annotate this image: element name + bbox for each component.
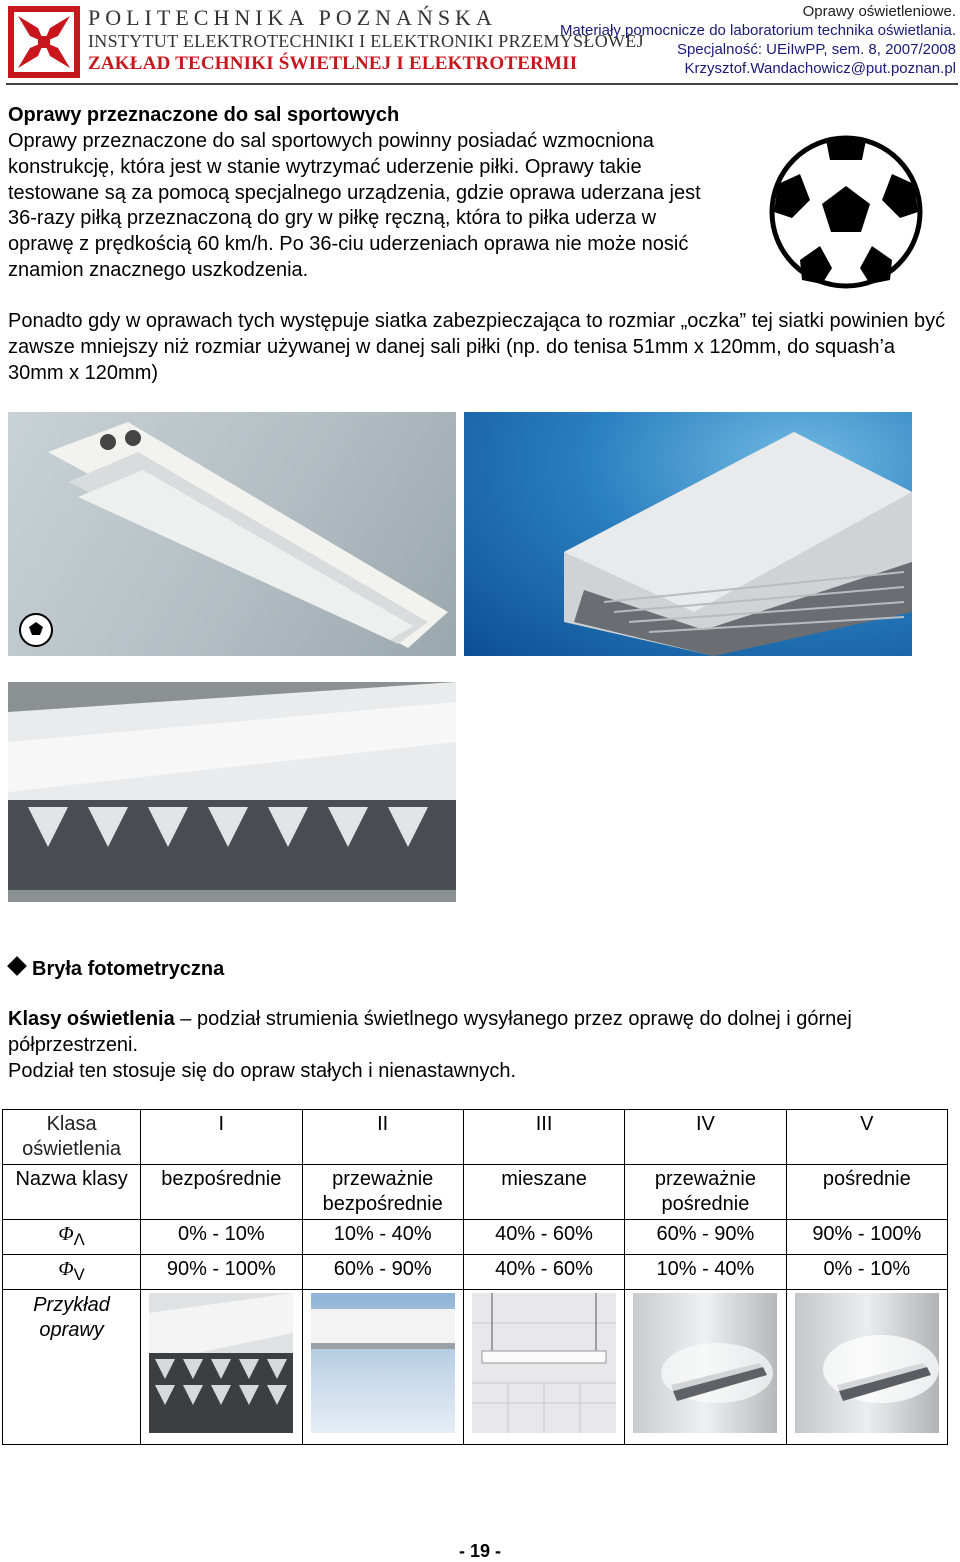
phi-down-cell: 0% - 10% [786,1255,947,1290]
classes-note: Podział ten stosuje się do opraw stałych i nienastawnych. [8,1059,517,1082]
diamond-bullet-icon [7,956,27,976]
institute-name: INSTYTUT ELEKTROTECHNIKI I ELEKTRONIKI PRZEMYSŁOWEJ [88,31,644,51]
class-cell: V [786,1110,947,1165]
phi-subscript: V [73,1265,85,1284]
class-cell: III [463,1110,624,1165]
paragraph-mesh-size: Ponadto gdy w oprawach tych występuje siatka zabezpieczająca to rozmiar „oczka” tej siatki powinien być zawsze mniejszy niż rozmiar używanej w danej sali piłki (np. do tenisa 51mm x 120mm, do squash’a 30mm x 120mm) [8,310,946,384]
row-header-name: Nazwa klasy [3,1165,141,1220]
doc-title: Oprawy oświetleniowe. [802,3,956,20]
example-cell [141,1290,302,1445]
phi-up-cell: 90% - 100% [786,1220,947,1255]
table-row [3,1220,948,1255]
class-cell: IV [625,1110,786,1165]
table-row [3,1165,948,1220]
course-info: Specjalność: UEiIwPP, sem. 8, 2007/2008 [676,41,956,58]
phi-down-cell: 10% - 40% [625,1255,786,1290]
phi-up-cell: 10% - 40% [302,1220,463,1255]
phi-up-cell: 40% - 60% [463,1220,624,1255]
header-meta [560,2,956,78]
doc-subtitle: Materiały pomocnicze do laboratorium technika oświetlania. [559,22,956,39]
row-header-class: Klasa oświetlenia [3,1110,141,1165]
class-cell: I [141,1110,302,1165]
page-header [0,0,960,86]
classes-definition-text: – podział strumienia świetlnego wysyłanego przez oprawę do dolnej i górnej półprzestrzeni. [8,1008,852,1056]
row-header-example: Przykład oprawy [3,1290,141,1445]
table-row [3,1290,948,1445]
name-cell: pośrednie [786,1165,947,1220]
name-cell: przeważnie pośrednie [625,1165,786,1220]
luminaire-photo-2 [464,412,912,656]
example-luminaire-mostly-indirect [633,1293,777,1433]
phi-down-cell: 40% - 60% [463,1255,624,1290]
row-header-phi-down [3,1255,141,1290]
example-luminaire-mixed [472,1293,616,1433]
phi-down-cell: 90% - 100% [141,1255,302,1290]
example-cell [302,1290,463,1445]
example-cell [625,1290,786,1445]
classes-definition [8,1007,953,1084]
example-luminaire-mostly-direct [311,1293,455,1433]
name-cell: bezpośrednie [141,1165,302,1220]
bullet-heading [10,958,224,981]
university-logo-icon [8,6,80,78]
phi-symbol: Φ [58,1223,74,1245]
phi-up-cell: 60% - 90% [625,1220,786,1255]
phi-down-cell: 60% - 90% [302,1255,463,1290]
header-divider [6,83,958,85]
example-luminaire-direct [149,1293,293,1433]
phi-subscript: Λ [73,1230,85,1249]
example-cell [786,1290,947,1445]
luminaire-photo-1 [8,412,456,656]
university-name: POLITECHNIKA POZNAŃSKA [88,5,497,30]
class-cell: II [302,1110,463,1165]
classes-term: Klasy oświetlenia [8,1008,175,1030]
name-cell: przeważnie bezpośrednie [302,1165,463,1220]
example-luminaire-indirect [795,1293,939,1433]
phi-up-cell: 0% - 10% [141,1220,302,1255]
author-email[interactable]: Krzysztof.Wandachowicz@put.poznan.pl [684,60,956,77]
page-number: - 19 - [458,1541,501,1561]
football-icon [766,134,926,290]
bullet-heading-text: Bryła fotometryczna [32,958,225,980]
paragraph-impact-test: Oprawy przeznaczone do sal sportowych powinny posiadać wzmocniona konstrukcję, która jest w stanie wytrzymać uderzenie piłki. Oprawy takie testowane są za pomocą specjalnego urządzenia, gdzie oprawa uderzana jest 36-razy piłką przeznaczoną do gry w piłkę ręczną, która to piłka uderza w oprawę z prędkością 60 km/h. Po 36-ciu uderzeniach oprawa nie może nosić znamion znacznego uszkodzenia. [8,130,701,281]
phi-symbol: Φ [58,1258,74,1280]
table-row [3,1255,948,1290]
row-header-phi-up [3,1220,141,1255]
table-row [3,1110,948,1165]
example-cell [463,1290,624,1445]
department-name: ZAKŁAD TECHNIKI ŚWIETLNEJ I ELEKTROTERMII [88,53,578,74]
lighting-classes-table [2,1109,948,1445]
name-cell: mieszane [463,1165,624,1220]
luminaire-photo-3 [8,682,456,902]
section-title: Oprawy przeznaczone do sal sportowych [8,104,400,126]
